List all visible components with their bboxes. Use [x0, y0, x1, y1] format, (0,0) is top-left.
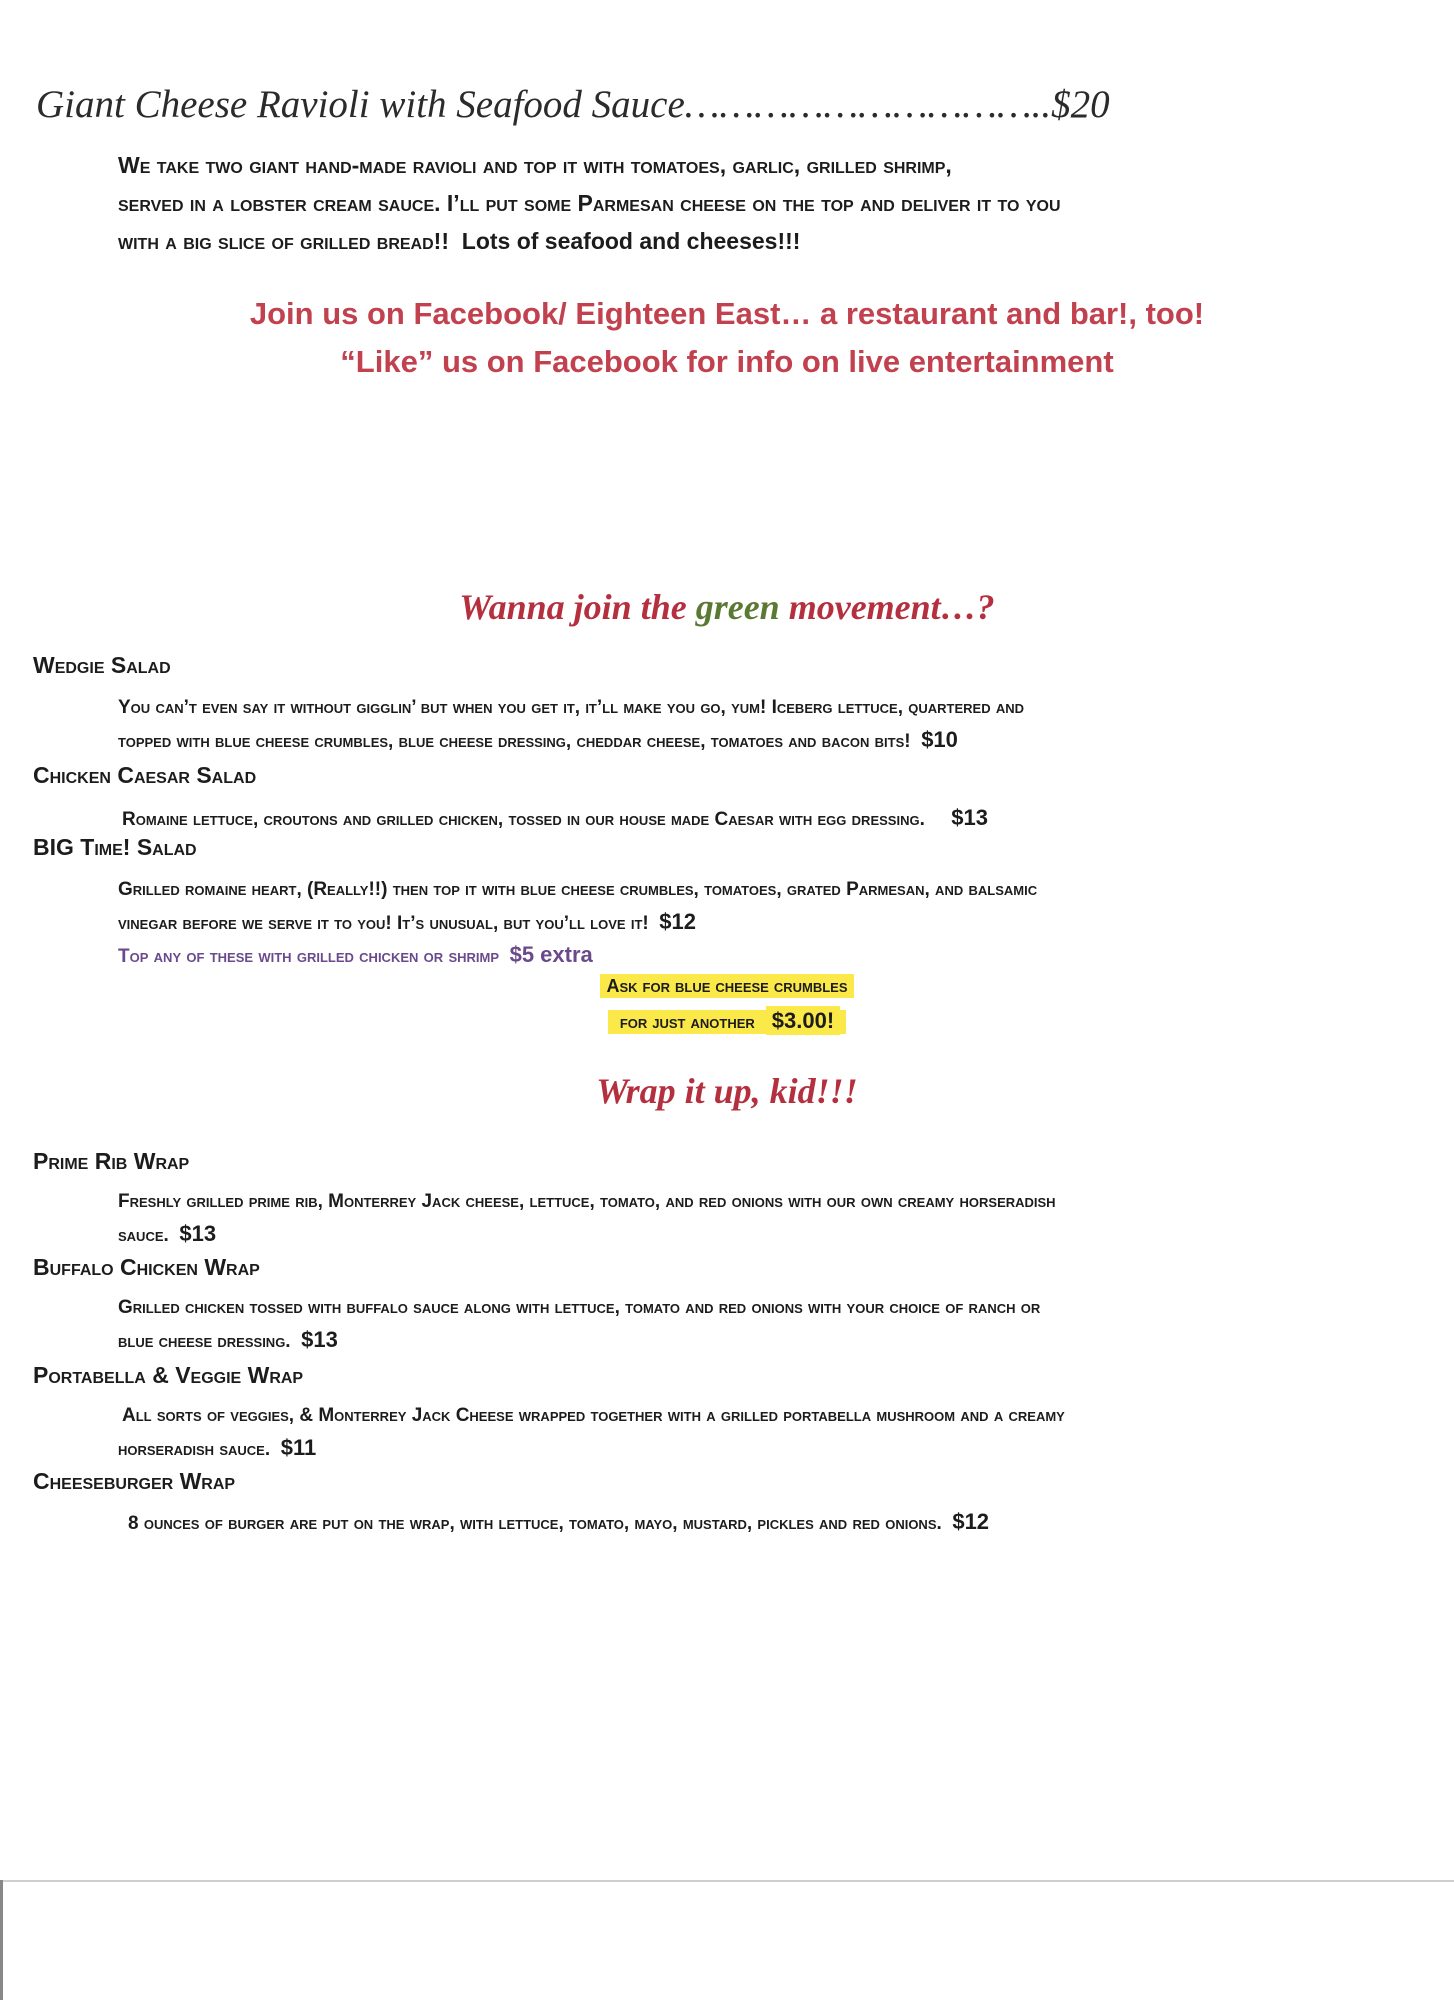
menu-item-desc-text: horseradish sauce.: [118, 1439, 271, 1460]
highlight-text: Ask for blue cheese crumbles: [600, 974, 853, 998]
menu-item-desc-line: [118, 1218, 1438, 1252]
menu-item-desc-line: You can’t even say it without gigglin’ but when you get it, it’ll make you go, yum! Iceberg lettuce, quartered and: [118, 697, 1025, 718]
menu-item-desc-line: [128, 1506, 1448, 1540]
menu-item-title: Wedgie Salad: [33, 652, 171, 678]
facebook-promo-line1: Join us on Facebook/ Eighteen East… a restaurant and bar!, too!: [249, 296, 1205, 331]
extra-topping-price: $5 extra: [509, 942, 593, 967]
highlight-text-2: [608, 1010, 846, 1034]
featured-desc-line: [118, 222, 1438, 260]
menu-item-price: $12: [659, 909, 696, 934]
menu-item-desc-text: 8 ounces of burger are put on the wrap, with lettuce, tomato, mayo, mustard, pickles and red onions.: [128, 1513, 942, 1534]
highlight-price: $3.00!: [766, 1006, 840, 1035]
menu-item-description: [118, 1186, 1438, 1252]
featured-desc-line: served in a lobster cream sauce. I’ll put some Parmesan cheese on the top and deliver it to you: [118, 190, 1061, 216]
menu-item-description: [118, 692, 1438, 758]
highlight-note-line2: [0, 1008, 1454, 1034]
menu-item-desc-line: [122, 802, 1442, 836]
menu-item-title: Prime Rib Wrap: [33, 1148, 190, 1174]
featured-desc-tail: Lots of seafood and cheeses!!!: [461, 228, 801, 254]
menu-item-price: $13: [301, 1327, 338, 1352]
menu-item-desc-line: Grilled chicken tossed with buffalo sauce along with lettuce, tomato and red onions with your choice of ranch or: [118, 1297, 1041, 1318]
wraps-heading: Wrap it up, kid!!!: [596, 1071, 858, 1111]
menu-item-desc-line: [118, 1324, 1438, 1358]
menu-item-title: Chicken Caesar Salad: [33, 762, 257, 788]
menu-item-title: Portabella & Veggie Wrap: [33, 1362, 304, 1388]
menu-item-price: $12: [952, 1509, 990, 1534]
featured-item-description: [118, 146, 1438, 260]
menu-item-desc-text: vinegar before we serve it to you! It’s unusual, but you’ll love it!: [118, 913, 649, 934]
menu-item-title: Cheeseburger Wrap: [33, 1468, 236, 1494]
menu-item-price: $10: [921, 727, 958, 752]
highlight-note-line1: [0, 976, 1454, 997]
menu-item-description: [128, 1506, 1448, 1540]
menu-item-description: [118, 1400, 1442, 1466]
menu-item-desc-text: blue cheese dressing.: [118, 1331, 291, 1352]
extra-topping-text: Top any of these with grilled chicken or shrimp: [118, 946, 500, 967]
extra-topping-note: [118, 942, 593, 968]
menu-item-description: [122, 802, 1442, 836]
featured-desc-text: with a big slice of grilled bread!!: [118, 228, 449, 254]
highlight-line2-text: for just another: [614, 1010, 761, 1034]
salads-heading-after: movement…?: [779, 587, 995, 627]
salads-heading-before: Wanna join the: [459, 587, 696, 627]
menu-item-title: BIG Time! Salad: [33, 834, 197, 860]
menu-item-desc-text: topped with blue cheese crumbles, blue cheese dressing, cheddar cheese, tomatoes and bacon bits!: [118, 731, 911, 752]
menu-item-desc-line: [118, 1432, 1442, 1466]
menu-item-description: [118, 874, 1438, 940]
featured-desc-line: We take two giant hand-made ravioli and top it with tomatoes, garlic, grilled shrimp,: [118, 152, 952, 178]
salads-heading: [0, 586, 1454, 628]
menu-item-desc-line: Freshly grilled prime rib, Monterrey Jack cheese, lettuce, tomato, and red onions with our own creamy horseradish: [118, 1191, 1056, 1212]
menu-item-desc-text: sauce.: [118, 1225, 169, 1246]
menu-item-price: $13: [951, 805, 988, 830]
menu-item-desc-line: All sorts of veggies, & Monterrey Jack Cheese wrapped together with a grilled portabella mushroom and a creamy: [122, 1405, 1065, 1426]
scan-edge-divider: [0, 1880, 1454, 1882]
salads-heading-green-word: green: [695, 587, 780, 627]
menu-item-title: Buffalo Chicken Wrap: [33, 1254, 260, 1280]
scan-left-edge: [0, 1880, 3, 2000]
menu-item-description: [118, 1292, 1438, 1358]
facebook-promo-line2: “Like” us on Facebook for info on live entertainment: [340, 344, 1114, 379]
menu-item-desc-line: [118, 906, 1438, 940]
menu-item-price: $13: [179, 1221, 217, 1246]
menu-item-desc-line: Grilled romaine heart, (Really!!) then top it with blue cheese crumbles, tomatoes, grated Parmesan, and balsamic: [118, 879, 1038, 900]
menu-item-desc-text: Romaine lettuce, croutons and grilled chicken, tossed in our house made Caesar with egg dressing.: [122, 809, 925, 830]
menu-item-price: $11: [280, 1435, 317, 1460]
featured-item-title: Giant Cheese Ravioli with Seafood Sauce…………………………..$20: [36, 83, 1110, 126]
menu-item-desc-line: [118, 724, 1438, 758]
